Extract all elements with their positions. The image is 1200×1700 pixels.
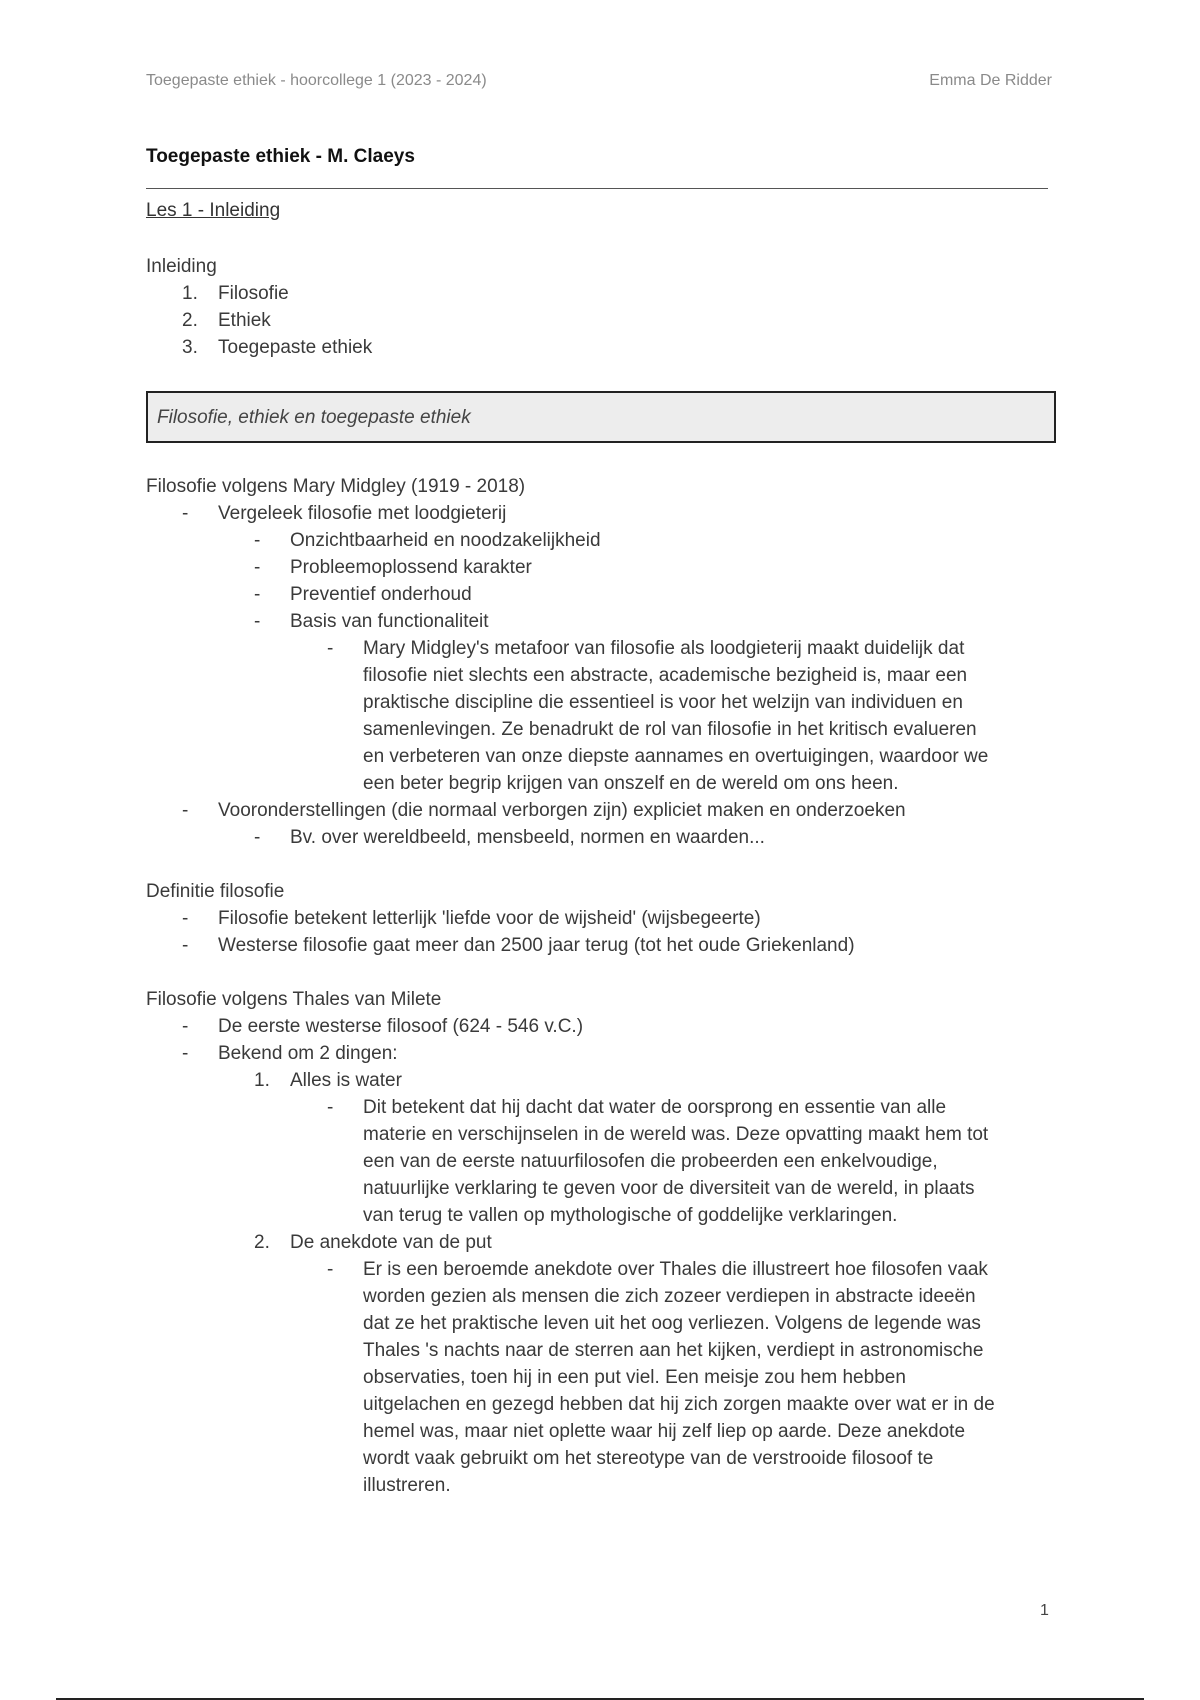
paragraph-line: een beter begrip krijgen van onszelf en de wereld om ons heen. <box>363 773 899 794</box>
paragraph-line: Mary Midgley's metafoor van filosofie als loodgieterij maakt duidelijk dat <box>363 638 965 659</box>
section-box: Filosofie, ethiek en toegepaste ethiek <box>146 391 1056 443</box>
bullet-dash: - <box>254 827 261 848</box>
bullet-item <box>146 797 1056 824</box>
bullet-dash: - <box>182 1016 189 1037</box>
intro-list-item <box>146 280 1056 307</box>
bullet-text: Preventief onderhoud <box>290 584 472 605</box>
bullet-dash: - <box>327 1259 334 1280</box>
bullet-text: Basis van functionaliteit <box>290 611 489 632</box>
bullet-text: Probleemoplossend karakter <box>290 557 532 578</box>
header-author: Emma De Ridder <box>929 72 1052 89</box>
bullet-dash: - <box>254 584 261 605</box>
sub-bullet-item <box>146 581 1056 608</box>
paragraph-bullet <box>146 635 1056 797</box>
bullet-text: Vooronderstellingen (die normaal verborgen zijn) expliciet maken en onderzoeken <box>218 800 906 821</box>
paragraph-line: wordt vaak gebruikt om het stereotype van de verstrooide filosoof te <box>363 1448 934 1469</box>
paragraph-line: een van de eerste natuurfilosofen die probeerden een enkelvoudige, <box>363 1151 938 1172</box>
bullet-dash: - <box>254 530 261 551</box>
list-text: Alles is water <box>290 1070 402 1091</box>
bullet-dash: - <box>327 1097 334 1118</box>
bullet-dash: - <box>182 800 189 821</box>
paragraph-line: hemel was, maar niet oplette waar hij zelf liep op aarde. Deze anekdote <box>363 1421 966 1442</box>
bullet-dash: - <box>182 1043 189 1064</box>
page-number: 1 <box>1040 1602 1049 1619</box>
paragraph-line: worden gezien als mensen die zich zozeer verdiepen in abstracte ideeën <box>363 1286 976 1307</box>
bullet-dash: - <box>182 935 189 956</box>
sub-bullet-item <box>146 554 1056 581</box>
midgley-heading: Filosofie volgens Mary Midgley (1919 - 2018) <box>146 476 526 497</box>
bullet-item <box>146 1013 1056 1040</box>
bullet-text: Bekend om 2 dingen: <box>218 1043 398 1064</box>
bullet-text: Filosofie betekent letterlijk 'liefde voor de wijsheid' (wijsbegeerte) <box>218 908 761 929</box>
numbered-sub-item <box>146 1067 1056 1094</box>
list-number: 1. <box>254 1070 270 1091</box>
intro-heading: Inleiding <box>146 256 217 277</box>
bullet-text: Vergeleek filosofie met loodgieterij <box>218 503 507 524</box>
paragraph-line: uitgelachen en gezegd hebben dat hij zich zorgen maakte over wat er in de <box>363 1394 995 1415</box>
bullet-dash: - <box>254 611 261 632</box>
paragraph-line: Dit betekent dat hij dacht dat water de oorsprong en essentie van alle <box>363 1097 947 1118</box>
sub-bullet-item <box>146 824 1056 851</box>
list-number: 1. <box>182 283 198 304</box>
paragraph-bullet <box>146 1256 1056 1499</box>
list-number: 2. <box>182 310 198 331</box>
paragraph-line: dat ze het praktische leven uit het oog verliezen. Volgens de legende was <box>363 1313 981 1334</box>
numbered-sub-item <box>146 1229 1056 1256</box>
paragraph-line: en verbeteren van onze diepste aannames en overtuigingen, waardoor we <box>363 746 989 767</box>
sub-bullet-item <box>146 527 1056 554</box>
list-text: De anekdote van de put <box>290 1232 492 1253</box>
bullet-text: De eerste westerse filosoof (624 - 546 v.C.) <box>218 1016 584 1037</box>
bullet-dash: - <box>254 557 261 578</box>
paragraph-line: natuurlijke verklaring te geven voor de diversiteit van de wereld, in plaats <box>363 1178 975 1199</box>
list-number: 3. <box>182 337 198 358</box>
paragraph-line: van terug te vallen op mythologische of goddelijke verklaringen. <box>363 1205 898 1226</box>
header-course-label: Toegepaste ethiek - hoorcollege 1 (2023 - 2024) <box>146 72 487 89</box>
paragraph-line: filosofie niet slechts een abstracte, academische bezigheid is, maar een <box>363 665 968 686</box>
list-text: Toegepaste ethiek <box>218 337 373 358</box>
paragraph-line: Er is een beroemde anekdote over Thales die illustreert hoe filosofen vaak <box>363 1259 988 1280</box>
lesson-heading: Les 1 - Inleiding <box>146 200 281 221</box>
bullet-item <box>146 932 1056 959</box>
spacer <box>146 959 1056 986</box>
bullet-dash: - <box>327 638 334 659</box>
document-title: Toegepaste ethiek - M. Claeys <box>146 146 415 167</box>
bullet-text: Westerse filosofie gaat meer dan 2500 jaar terug (tot het oude Griekenland) <box>218 935 855 956</box>
bullet-dash: - <box>182 908 189 929</box>
bullet-item <box>146 500 1056 527</box>
list-number: 2. <box>254 1232 270 1253</box>
intro-list-item <box>146 334 1056 361</box>
paragraph-line: Thales 's nachts naar de sterren aan het kijken, verdiept in astronomische <box>363 1340 984 1361</box>
definition-heading: Definitie filosofie <box>146 881 285 902</box>
paragraph-line: materie en verschijnselen in de wereld was. Deze opvatting maakt hem tot <box>363 1124 989 1145</box>
spacer <box>146 851 1056 878</box>
title-divider <box>146 188 1048 189</box>
paragraph-bullet <box>146 1094 1056 1229</box>
bullet-dash: - <box>182 503 189 524</box>
list-text: Filosofie <box>218 283 289 304</box>
bullet-text: Bv. over wereldbeeld, mensbeeld, normen en waarden... <box>290 827 765 848</box>
paragraph-line: samenlevingen. Ze benadrukt de rol van filosofie in het kritisch evalueren <box>363 719 977 740</box>
bullet-item <box>146 1040 1056 1067</box>
list-text: Ethiek <box>218 310 271 331</box>
paragraph-line: observaties, toen hij in een put viel. Een meisje zou hem hebben <box>363 1367 906 1388</box>
bullet-text: Onzichtbaarheid en noodzakelijkheid <box>290 530 601 551</box>
document-body <box>146 253 1056 1499</box>
intro-list-item <box>146 307 1056 334</box>
paragraph-line: illustreren. <box>363 1475 451 1496</box>
bullet-item <box>146 905 1056 932</box>
thales-heading: Filosofie volgens Thales van Milete <box>146 989 442 1010</box>
sub-bullet-item <box>146 608 1056 635</box>
paragraph-line: praktische discipline die essentieel is voor het welzijn van individuen en <box>363 692 963 713</box>
